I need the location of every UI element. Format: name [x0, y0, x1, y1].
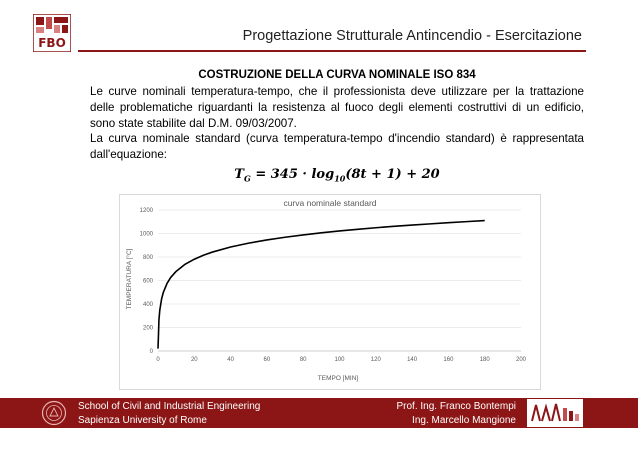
- x-tick-label: 80: [299, 357, 307, 363]
- footer-university: Sapienza University of Rome: [78, 414, 207, 426]
- x-tick-label: 0: [156, 357, 160, 363]
- x-tick-label: 120: [370, 357, 381, 363]
- sapienza-seal: [41, 400, 67, 426]
- y-tick-label: 200: [142, 325, 153, 332]
- chart-svg: [120, 195, 540, 389]
- header-divider: [78, 50, 586, 52]
- chart-x-axis-label: TEMPO [MIN]: [317, 375, 359, 382]
- x-tick-label: 200: [515, 357, 527, 363]
- iso-834-formula: [90, 167, 584, 184]
- y-tick-label: 400: [142, 302, 153, 309]
- x-tick-label: 160: [443, 357, 454, 363]
- y-tick-label: 1000: [139, 231, 153, 238]
- fbo-logo: [33, 14, 71, 52]
- y-tick-label: 0: [149, 349, 153, 356]
- formula-lhs: T: [234, 167, 244, 182]
- x-tick-label: 40: [227, 357, 234, 363]
- x-tick-label: 100: [334, 357, 345, 363]
- formula-equals: = 345 ·: [250, 167, 312, 182]
- x-tick-label: 180: [479, 357, 490, 363]
- iso-curve-chart: [119, 194, 541, 390]
- x-tick-label: 60: [263, 357, 271, 363]
- paragraph-equation-intro: La curva nominale standard (curva temperatura-tempo d'incendio standard) è rappresentata dall'equazione:: [90, 132, 584, 162]
- formula-log-sub: 10: [334, 173, 346, 184]
- svg-text:FBO: FBO: [38, 36, 66, 50]
- footer-assistant: Ing. Marcello Mangione: [412, 414, 516, 426]
- y-tick-label: 600: [142, 278, 153, 285]
- footer-authors: [340, 400, 516, 427]
- y-tick-label: 800: [142, 255, 153, 262]
- formula-lhs-sub: G: [243, 173, 251, 184]
- fbo-footer-logo: [527, 399, 583, 427]
- y-tick-label: 1200: [139, 208, 153, 215]
- x-tick-label: 140: [407, 357, 418, 363]
- body-text: [90, 84, 584, 163]
- chart-series: [158, 221, 485, 349]
- footer-institution: [78, 400, 260, 427]
- section-title: COSTRUZIONE DELLA CURVA NOMINALE ISO 834: [198, 69, 476, 81]
- paragraph-intro: Le curve nominali temperatura-tempo, che il professionista deve utilizzare per la trattazione delle problematiche riguardanti la resistenza al fuoco degli elementi costruttivi di un edificio, sono state stabilite dal D.M. 09/03/2007.: [90, 85, 584, 130]
- page-header-title: Progettazione Strutturale Antincendio - Esercitazione: [242, 28, 582, 44]
- chart-title: curva nominale standard: [283, 198, 377, 208]
- x-tick-label: 20: [190, 357, 198, 363]
- formula-rest: (8t + 1) + 20: [345, 167, 440, 182]
- footer-school: School of Civil and Industrial Engineering: [78, 401, 261, 412]
- footer-professor: Prof. Ing. Franco Bontempi: [396, 401, 516, 412]
- chart-y-axis-label: TEMPERATURA [°C]: [126, 248, 133, 310]
- series-line-iso-834: [158, 221, 485, 349]
- formula-log: log: [311, 167, 335, 182]
